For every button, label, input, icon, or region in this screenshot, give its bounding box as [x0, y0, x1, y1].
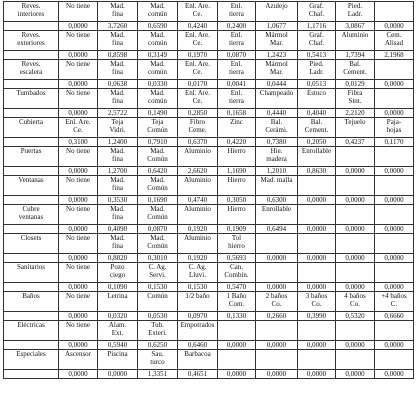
value-cell: 0,0000 [98, 370, 138, 379]
option-label-cell: Mármol Mar. [256, 31, 298, 51]
option-label-cell [375, 263, 414, 283]
empty-cell [4, 341, 59, 350]
option-label-cell: Mad. fina [98, 234, 138, 254]
value-cell: 0,4237 [336, 138, 375, 147]
value-cell: 0,0320 [98, 312, 138, 321]
rates-table [3, 1, 414, 379]
option-label-cell: No tiene [59, 147, 98, 167]
option-label-cell: 1/2 baño [178, 292, 218, 312]
option-label-cell: Teja Común [138, 118, 178, 138]
value-cell: 0,0000 [375, 196, 414, 205]
value-cell: 0,5413 [298, 51, 336, 60]
option-label-cell: Sau. turco [138, 350, 178, 370]
value-cell: 0,0000 [336, 283, 375, 292]
value-cell: 0,0000 [59, 80, 98, 89]
table-row-values [4, 80, 414, 89]
option-label-cell [375, 205, 414, 225]
value-cell: 0,3530 [98, 196, 138, 205]
option-label-cell: Hierro [218, 176, 256, 196]
table-row-values [4, 51, 414, 60]
value-cell: 0,0000 [59, 254, 98, 263]
empty-cell [4, 109, 59, 118]
value-cell: 3,0867 [336, 22, 375, 31]
empty-cell [4, 312, 59, 321]
value-cell: 0,0000 [375, 225, 414, 234]
value-cell: 0,0000 [336, 167, 375, 176]
value-cell: 0,0041 [218, 80, 256, 89]
value-cell: 0,2400 [218, 22, 256, 31]
option-label-cell: Mad. malla [256, 176, 298, 196]
value-cell: 0,6250 [138, 341, 178, 350]
option-label-cell [218, 350, 256, 370]
category-cell: Closets [4, 234, 59, 254]
option-label-cell: Hierro [218, 147, 256, 167]
value-cell: 0,1920 [178, 254, 218, 263]
option-label-cell: No tiene [59, 205, 98, 225]
value-cell: 0,6590 [138, 22, 178, 31]
option-label-cell: Mad. Común [138, 234, 178, 254]
option-label-cell: Enl. Are. Ce. [178, 89, 218, 109]
option-label-cell: Pied. Ladr. [336, 2, 375, 22]
option-label-cell: Enl. Are. Ce. [178, 31, 218, 51]
option-label-cell: Piscina [98, 350, 138, 370]
value-cell: 0,0870 [218, 51, 256, 60]
category-cell: Especiales [4, 350, 59, 370]
option-label-cell: Mad. Común [138, 147, 178, 167]
value-cell: 0,0000 [59, 370, 98, 379]
table-row-labels [4, 205, 414, 225]
category-cell: Ventanas [4, 176, 59, 196]
value-cell: 0,6420 [138, 167, 178, 176]
option-label-cell [336, 263, 375, 283]
value-cell: 1,1690 [218, 167, 256, 176]
table-row-labels [4, 31, 414, 51]
table-row-labels [4, 176, 414, 196]
value-cell: 0,5320 [336, 312, 375, 321]
option-label-cell: Enl. tierra [218, 2, 256, 22]
option-label-cell: Mad. fina [98, 60, 138, 80]
option-label-cell: Mad. fina [98, 205, 138, 225]
value-cell: 0,6660 [375, 312, 414, 321]
value-cell: 0,4090 [98, 225, 138, 234]
value-cell: 1,2423 [256, 51, 298, 60]
option-label-cell: Pied. Ladr. [298, 60, 336, 80]
value-cell: 0,0000 [59, 312, 98, 321]
option-label-cell: Aluminio [178, 147, 218, 167]
option-label-cell: 3 baños Co. [298, 292, 336, 312]
option-label-cell: C. Ag. Lluvi. [178, 263, 218, 283]
option-label-cell: Fibro Ceme. [178, 118, 218, 138]
option-label-cell: Mad. fina [98, 176, 138, 196]
option-label-cell: No tiene [59, 60, 98, 80]
value-cell: 0,2050 [298, 138, 336, 147]
value-cell: 2,5722 [98, 109, 138, 118]
table-row-values [4, 312, 414, 321]
table-row-labels [4, 118, 414, 138]
option-label-cell [336, 205, 375, 225]
option-label-cell [298, 350, 336, 370]
option-label-cell [256, 234, 298, 254]
option-label-cell: Mad. común [138, 31, 178, 51]
category-cell: Eléctricas [4, 321, 59, 341]
value-cell: 0,0000 [336, 370, 375, 379]
option-label-cell: Alam. Ext. [98, 321, 138, 341]
value-cell: 0,0000 [375, 22, 414, 31]
category-cell: Sanitarios [4, 263, 59, 283]
category-cell: Reves. interiores [4, 2, 59, 22]
value-cell: 0,1530 [178, 283, 218, 292]
table-row-labels [4, 60, 414, 80]
table-row-labels [4, 292, 414, 312]
value-cell: 0,0000 [59, 225, 98, 234]
value-cell: 0,3050 [218, 196, 256, 205]
value-cell: 0,5693 [218, 254, 256, 263]
value-cell: 0,0000 [256, 370, 298, 379]
value-cell: 0,3149 [138, 51, 178, 60]
option-label-cell: Teja Vidri. [98, 118, 138, 138]
value-cell: 2,6620 [178, 167, 218, 176]
option-label-cell: Fibra Sint. [336, 89, 375, 109]
table-row-labels [4, 2, 414, 22]
value-cell: 0,1330 [218, 312, 256, 321]
category-cell: Baños [4, 292, 59, 312]
value-cell: 0,0000 [256, 341, 298, 350]
option-label-cell [298, 321, 336, 341]
empty-cell [4, 51, 59, 60]
value-cell: 0,0000 [298, 370, 336, 379]
option-label-cell: Bal. Cerámi. [256, 118, 298, 138]
value-cell: 0,0870 [138, 225, 178, 234]
value-cell: 0,0000 [256, 254, 298, 263]
table-row-values [4, 225, 414, 234]
option-label-cell [256, 321, 298, 341]
value-cell: 0,0000 [59, 283, 98, 292]
value-cell: 0,0530 [138, 312, 178, 321]
value-cell: 0,1170 [375, 138, 414, 147]
option-label-cell: +4 baños C. [375, 292, 414, 312]
value-cell: 0,8598 [98, 51, 138, 60]
option-label-cell [375, 2, 414, 22]
value-cell: 0,6370 [178, 138, 218, 147]
option-label-cell: Mad. Común [138, 205, 178, 225]
value-cell: 0,0000 [375, 254, 414, 263]
value-cell: 0,1090 [98, 283, 138, 292]
value-cell: 1,1716 [298, 22, 336, 31]
option-label-cell: C. Ag. Servi. [138, 263, 178, 283]
value-cell: 0,0000 [336, 254, 375, 263]
value-cell: 0,0170 [178, 80, 218, 89]
option-label-cell [375, 234, 414, 254]
value-cell: 0,0000 [218, 341, 256, 350]
value-cell: 0,6460 [178, 341, 218, 350]
value-cell: 0,4440 [256, 109, 298, 118]
value-cell: 1,7394 [336, 51, 375, 60]
option-label-cell: Pozo ciego [98, 263, 138, 283]
category-cell: Cubre ventanas [4, 205, 59, 225]
option-label-cell: Común [138, 292, 178, 312]
value-cell: 0,4651 [178, 370, 218, 379]
category-cell: Tumbados [4, 89, 59, 109]
table-row-labels [4, 321, 414, 341]
value-cell: 0,7910 [138, 138, 178, 147]
value-cell: 0,6300 [256, 196, 298, 205]
option-label-cell: No tiene [59, 292, 98, 312]
table-row-values [4, 167, 414, 176]
option-label-cell: No tiene [59, 2, 98, 22]
option-label-cell [375, 89, 414, 109]
option-label-cell: No tiene [59, 321, 98, 341]
option-label-cell [336, 176, 375, 196]
value-cell: 2,2120 [336, 109, 375, 118]
option-label-cell: Empotrados [178, 321, 218, 341]
option-label-cell: Tol hierro [218, 234, 256, 254]
option-label-cell: 4 baños Co. [336, 292, 375, 312]
option-label-cell: Hierro [218, 205, 256, 225]
table-row-values [4, 196, 414, 205]
option-label-cell [336, 147, 375, 167]
option-label-cell [298, 205, 336, 225]
option-label-cell: Estuco [298, 89, 336, 109]
value-cell: 0,0513 [298, 80, 336, 89]
value-cell: 0,0000 [59, 196, 98, 205]
option-label-cell: Mad. fina [98, 31, 138, 51]
option-label-cell: Mad. común [138, 2, 178, 22]
value-cell: 0,5470 [218, 283, 256, 292]
value-cell: 0,1530 [138, 283, 178, 292]
option-label-cell: Enrollable [256, 205, 298, 225]
value-cell: 0,0000 [59, 51, 98, 60]
option-label-cell: Bal. Cement. [298, 118, 336, 138]
option-label-cell: Enl. Are. Ce. [178, 60, 218, 80]
rates-table-body [4, 2, 414, 379]
table-row-values [4, 22, 414, 31]
option-label-cell: No tiene [59, 31, 98, 51]
option-label-cell: Bal. Cement. [336, 60, 375, 80]
table-row-values [4, 370, 414, 379]
option-label-cell: Tejuelo [336, 118, 375, 138]
option-label-cell [298, 263, 336, 283]
value-cell: 0,7380 [256, 138, 298, 147]
option-label-cell [298, 176, 336, 196]
value-cell: 0,0129 [336, 80, 375, 89]
value-cell: 0,0330 [138, 80, 178, 89]
value-cell: 0,0000 [336, 196, 375, 205]
empty-cell [4, 254, 59, 263]
option-label-cell: Aluminio [178, 205, 218, 225]
option-label-cell [218, 321, 256, 341]
value-cell: 0,0000 [336, 341, 375, 350]
value-cell: 0,0000 [298, 225, 336, 234]
option-label-cell: Enl. tierra [218, 31, 256, 51]
table-row-values [4, 341, 414, 350]
option-label-cell: Mad. común [138, 60, 178, 80]
value-cell: 0,0638 [98, 80, 138, 89]
value-cell: 0,0000 [218, 370, 256, 379]
value-cell: 0,0000 [336, 225, 375, 234]
option-label-cell [375, 350, 414, 370]
option-label-cell: Paja- hojas [375, 118, 414, 138]
option-label-cell: Enrollable [298, 147, 336, 167]
empty-cell [4, 196, 59, 205]
value-cell: 1,0677 [256, 22, 298, 31]
option-label-cell: Aluminio [178, 176, 218, 196]
value-cell: 0,0000 [59, 22, 98, 31]
option-label-cell [298, 234, 336, 254]
document-page [3, 1, 413, 414]
option-label-cell: Enl. tierra [218, 60, 256, 80]
value-cell: 0,1490 [138, 109, 178, 118]
table-row-labels [4, 350, 414, 370]
option-label-cell [256, 350, 298, 370]
option-label-cell: Aluminio [178, 234, 218, 254]
value-cell: 0,0000 [375, 167, 414, 176]
option-label-cell: Mad. común [138, 89, 178, 109]
value-cell: 0,0000 [375, 370, 414, 379]
value-cell: 0,0000 [256, 283, 298, 292]
option-label-cell [375, 60, 414, 80]
option-label-cell [375, 321, 414, 341]
option-label-cell: Ascensor [59, 350, 98, 370]
value-cell: 2,1968 [375, 51, 414, 60]
value-cell: 0,0000 [59, 109, 98, 118]
value-cell: 1,3351 [138, 370, 178, 379]
option-label-cell [375, 176, 414, 196]
option-label-cell: Zinc [218, 118, 256, 138]
option-label-cell: Graf. Chaf. [298, 2, 336, 22]
empty-cell [4, 22, 59, 31]
option-label-cell [336, 350, 375, 370]
empty-cell [4, 167, 59, 176]
value-cell: 0,8630 [298, 167, 336, 176]
option-label-cell: Hie. madera [256, 147, 298, 167]
value-cell: 0,4220 [218, 138, 256, 147]
empty-cell [4, 80, 59, 89]
value-cell: 0,0000 [59, 167, 98, 176]
option-label-cell: No tiene [59, 89, 98, 109]
option-label-cell: Mad. fina [98, 89, 138, 109]
option-label-cell: Enl. Are. Ce. [178, 2, 218, 22]
category-cell: Reves. escalera [4, 60, 59, 80]
value-cell: 0,0000 [375, 283, 414, 292]
table-row-labels [4, 147, 414, 167]
option-label-cell: 1 Baño Com. [218, 292, 256, 312]
value-cell: 0,0000 [59, 341, 98, 350]
option-label-cell [375, 147, 414, 167]
option-label-cell: Enl. tierra [218, 89, 256, 109]
value-cell: 0,4040 [298, 109, 336, 118]
table-row-values [4, 283, 414, 292]
option-label-cell: No tiene [59, 176, 98, 196]
value-cell: 0,4740 [178, 196, 218, 205]
empty-cell [4, 225, 59, 234]
category-cell: Reves. exteriores [4, 31, 59, 51]
value-cell: 1,2700 [98, 167, 138, 176]
value-cell: 0,0000 [375, 341, 414, 350]
value-cell: 0,3990 [298, 312, 336, 321]
table-row-values [4, 138, 414, 147]
option-label-cell: Enl. Are. Ce. [59, 118, 98, 138]
value-cell: 0,0970 [178, 312, 218, 321]
value-cell: 0,0000 [298, 254, 336, 263]
option-label-cell: Graf. Chaf. [298, 31, 336, 51]
option-label-cell [256, 263, 298, 283]
table-row-values [4, 254, 414, 263]
value-cell: 0,8820 [98, 254, 138, 263]
table-row-values [4, 109, 414, 118]
option-label-cell: Can. Combin. [218, 263, 256, 283]
value-cell: 0,4240 [178, 22, 218, 31]
option-label-cell: Tub. Exteri. [138, 321, 178, 341]
category-cell: Puertas [4, 147, 59, 167]
value-cell: 0,5940 [98, 341, 138, 350]
value-cell: 1,2400 [98, 138, 138, 147]
option-label-cell: Mad. Común [138, 176, 178, 196]
option-label-cell: Azulejo [256, 2, 298, 22]
table-row-labels [4, 263, 414, 283]
empty-cell [4, 370, 59, 379]
option-label-cell: Champeado [256, 89, 298, 109]
option-label-cell: Letrina [98, 292, 138, 312]
value-cell: 3,7260 [98, 22, 138, 31]
empty-cell [4, 283, 59, 292]
option-label-cell: Aluminio [336, 31, 375, 51]
option-label-cell [336, 321, 375, 341]
value-cell: 0,1658 [218, 109, 256, 118]
option-label-cell: 2 baños Co. [256, 292, 298, 312]
option-label-cell [336, 234, 375, 254]
option-label-cell: Mármol Mar. [256, 60, 298, 80]
value-cell: 0,1909 [218, 225, 256, 234]
value-cell: 0,3100 [59, 138, 98, 147]
value-cell: 0,3010 [138, 254, 178, 263]
option-label-cell: Barbacoa [178, 350, 218, 370]
value-cell: 0,1970 [178, 51, 218, 60]
value-cell: 0,2660 [256, 312, 298, 321]
value-cell: 0,1690 [138, 196, 178, 205]
option-label-cell: No tiene [59, 234, 98, 254]
value-cell: 0,1920 [178, 225, 218, 234]
option-label-cell: No tiene [59, 263, 98, 283]
value-cell: 0,0000 [375, 80, 414, 89]
value-cell: 1,2010 [256, 167, 298, 176]
value-cell: 0,0000 [298, 341, 336, 350]
category-cell: Cubierta [4, 118, 59, 138]
empty-cell [4, 138, 59, 147]
value-cell: 0,0000 [298, 283, 336, 292]
option-label-cell: Mad. fina [98, 147, 138, 167]
value-cell: 0,0000 [298, 196, 336, 205]
value-cell: 0,6494 [256, 225, 298, 234]
value-cell: 0,0444 [256, 80, 298, 89]
table-row-labels [4, 234, 414, 254]
table-row-labels [4, 89, 414, 109]
option-label-cell: Cem. Alisad [375, 31, 414, 51]
value-cell: 0,0000 [375, 109, 414, 118]
option-label-cell: Mad. fina [98, 2, 138, 22]
value-cell: 0,2850 [178, 109, 218, 118]
